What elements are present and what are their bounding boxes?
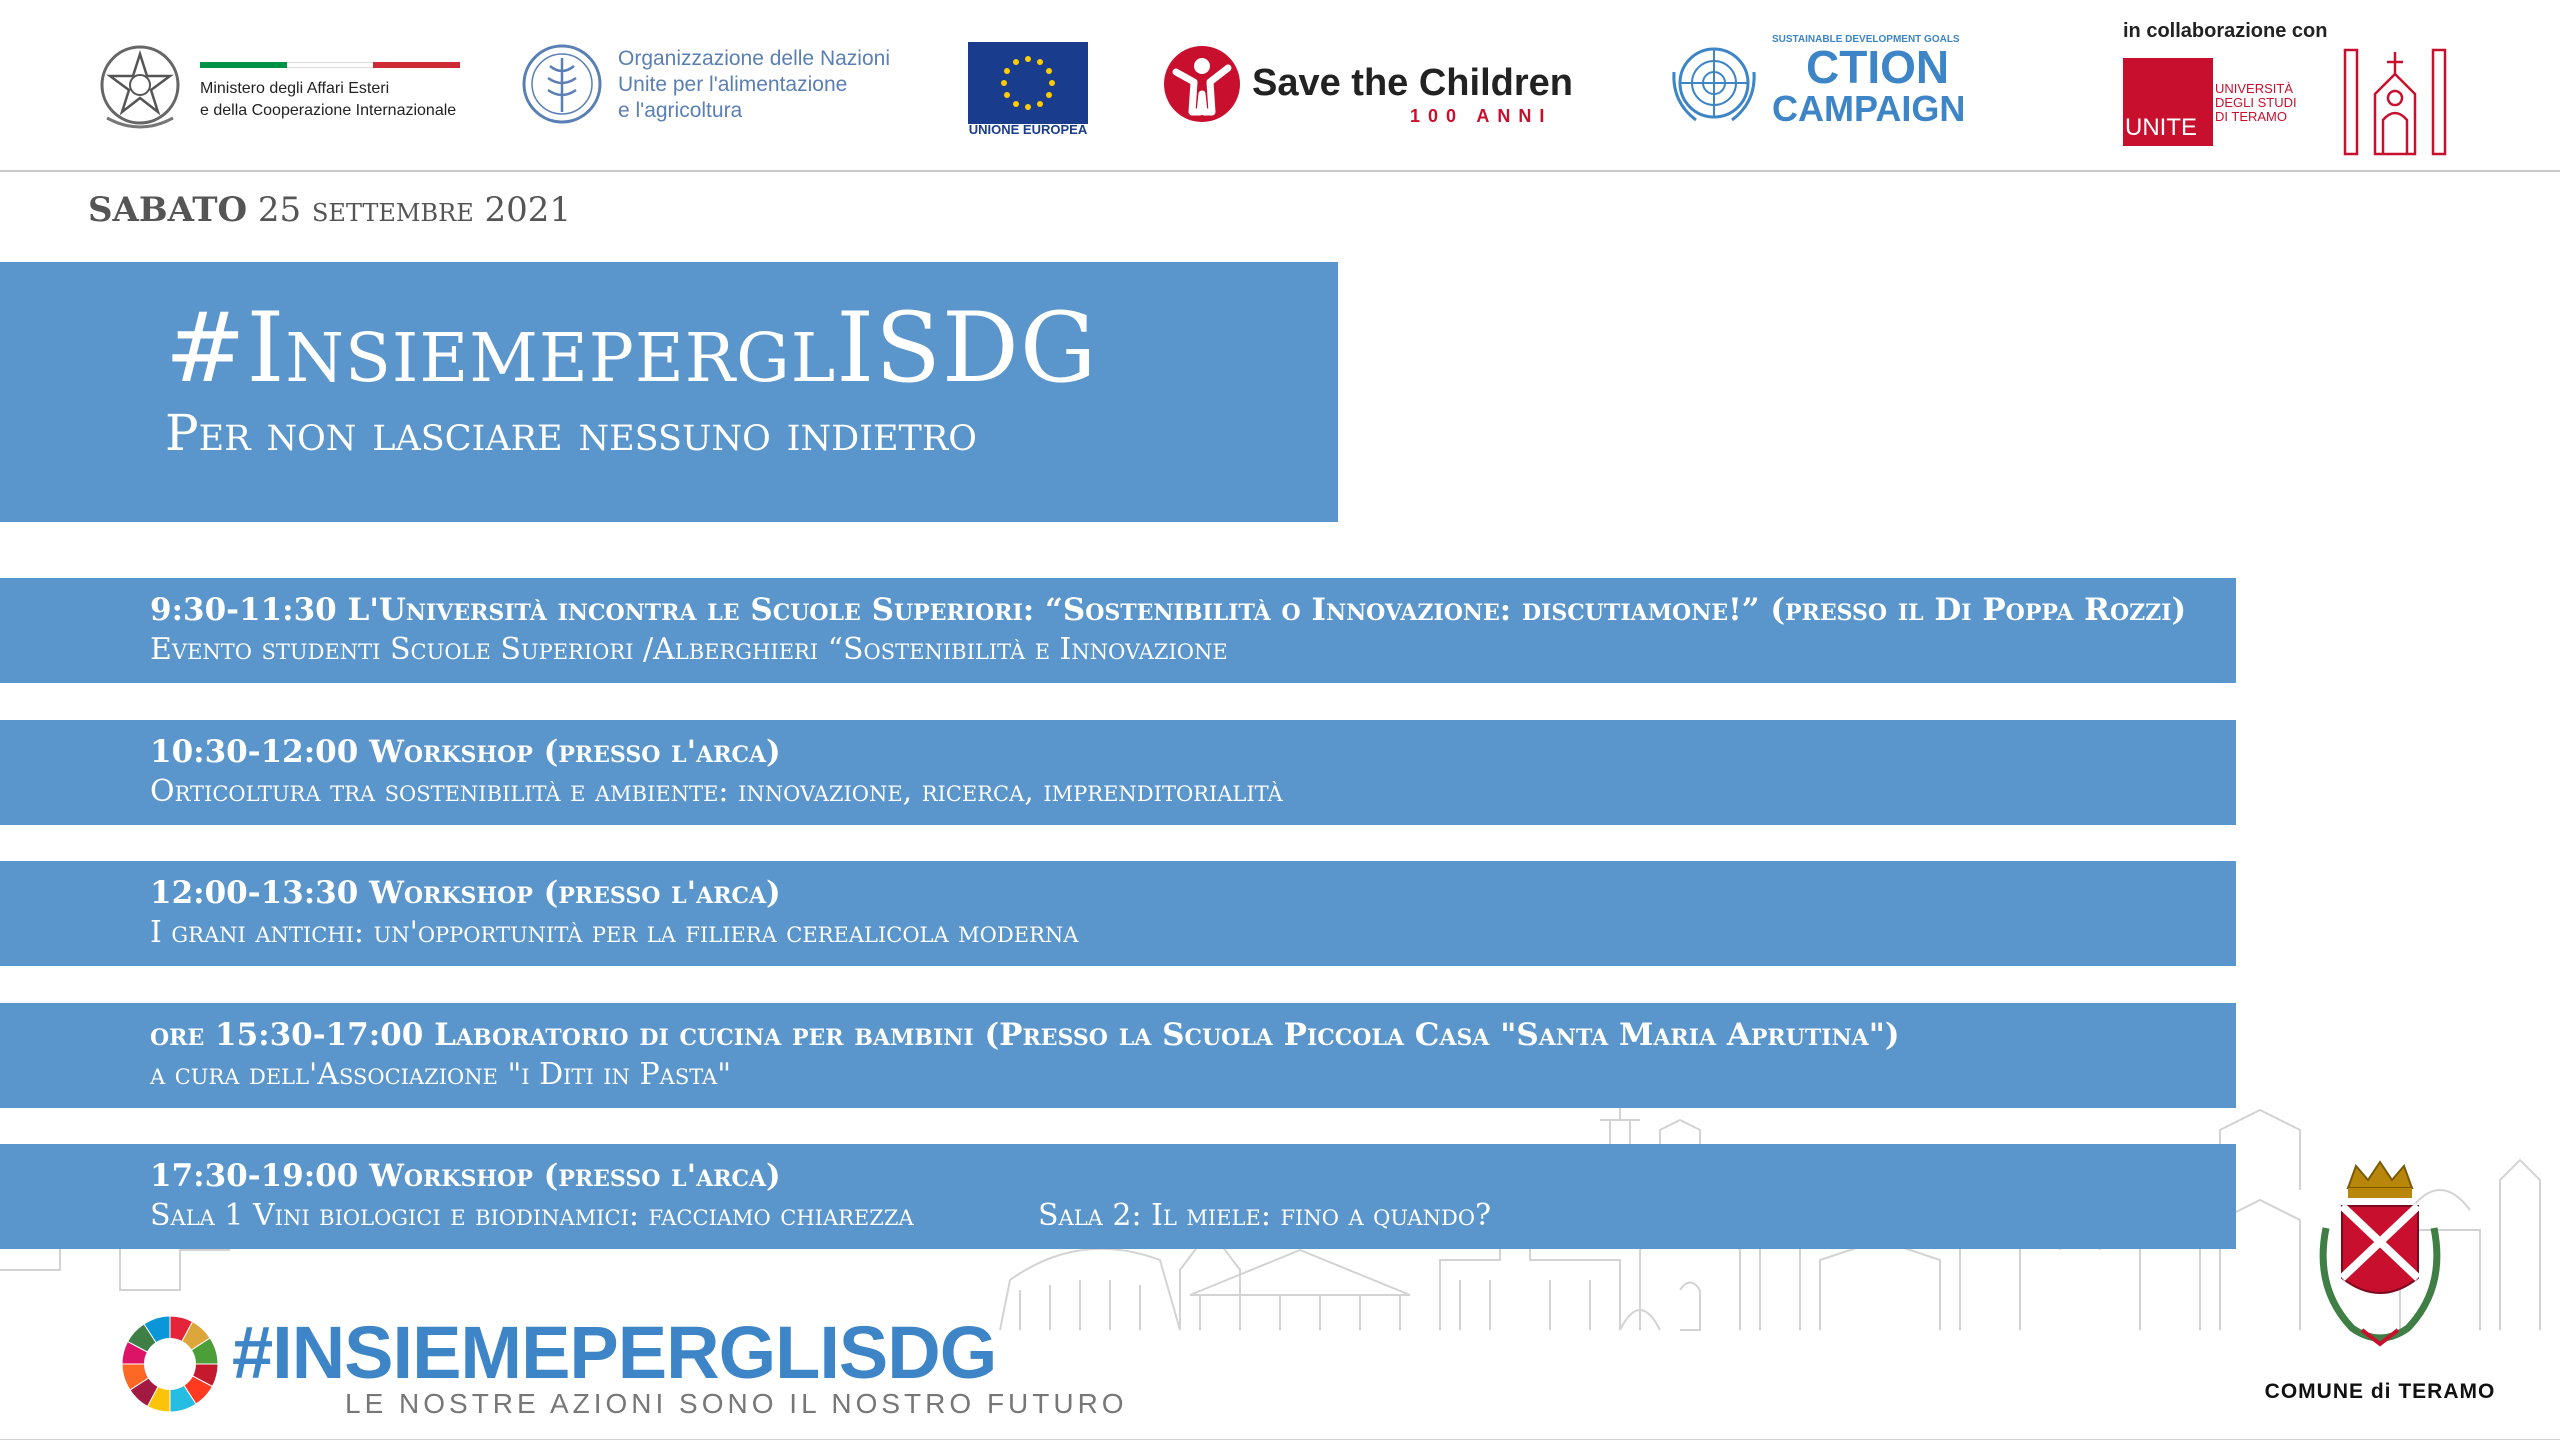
eu-flag-icon <box>968 42 1088 124</box>
partner-logos-header <box>0 0 2560 172</box>
fao-logo-icon <box>520 42 604 126</box>
event-title: 10:30-12:00 Workshop (presso l'arca) <box>150 734 781 770</box>
ministry-name <box>200 78 456 122</box>
save-the-children-name: Save the Children <box>1252 62 1573 104</box>
fao-line: Unite per l'alimentazione <box>618 73 848 96</box>
event-title: ore 15:30-17:00 Laboratorio di cucina per bambini (Presso la Scuola Piccola Casa "Santa Maria Aprutina") <box>150 1017 1900 1053</box>
sdg-wheel-icon <box>118 1312 222 1416</box>
event-row <box>0 720 2236 825</box>
comune-label: COMUNE di TERAMO <box>2264 1380 2496 1403</box>
event-date <box>88 190 571 230</box>
eu-label: UNIONE EUROPEA <box>968 122 1088 137</box>
page-subtitle: Per non lasciare nessuno indietro <box>165 404 977 462</box>
diocese-cathedral-icon <box>2335 44 2455 160</box>
event-row <box>0 578 2236 683</box>
italian-flag-bar <box>200 62 460 68</box>
footer-tagline: LE NOSTRE AZIONI SONO IL NOSTRO FUTURO <box>345 1388 1128 1419</box>
footer-hashtag: #INSIEMEPERGLISDG <box>232 1311 997 1394</box>
event-description: I grani antichi: un'opportunità per la filiera cerealicola moderna <box>150 915 1079 950</box>
event-description: a cura dell'Associazione "i Diti in Pasta" <box>150 1057 732 1092</box>
event-row <box>0 1144 2236 1249</box>
unite-label: UNITE <box>2125 114 2197 141</box>
event-description-secondary: Sala 2: Il miele: fino a quando? <box>1038 1198 1492 1233</box>
collaboration-label: in collaborazione con <box>2123 20 2328 42</box>
ministry-line: e della Cooperazione Internazionale <box>200 102 457 119</box>
save-the-children-logo-icon <box>1162 42 1242 126</box>
save-the-children-years: 100 ANNI <box>1410 106 1553 126</box>
teramo-crest-icon <box>2312 1158 2448 1358</box>
action-campaign-action: CTION <box>1806 41 1950 93</box>
event-day: SABATO <box>88 190 248 230</box>
fao-line: Organizzazione delle Nazioni <box>618 47 890 70</box>
event-description: Evento studenti Scuole Superiori /Alberghieri “Sostenibilità e Innovazione <box>150 632 1228 667</box>
event-description: Orticoltura tra sostenibilità e ambiente: innovazione, ricerca, imprenditorialità <box>150 774 1283 809</box>
event-date-text: 25 settembre 2021 <box>257 190 572 230</box>
event-description: Sala 1 Vini biologici e biodinamici: facciamo chiarezza <box>150 1198 914 1233</box>
event-row <box>0 861 2236 966</box>
event-title: 17:30-19:00 Workshop (presso l'arca) <box>150 1158 781 1194</box>
event-title: 9:30-11:30 L'Università incontra le Scuole Superiori: “Sostenibilità o Innovazione: discutiamone!” (presso il Di Poppa Rozzi) <box>150 592 2187 628</box>
university-line: DI TERAMO <box>2215 109 2287 124</box>
ministry-line: Ministero degli Affari Esteri <box>200 80 390 97</box>
university-name <box>2215 82 2297 124</box>
event-title: 12:00-13:30 Workshop (presso l'arca) <box>150 875 781 911</box>
university-line: UNIVERSITÀ <box>2215 81 2294 96</box>
university-line: DEGLI STUDI <box>2215 95 2297 110</box>
sdg-small-label: SUSTAINABLE DEVELOPMENT GOALS <box>1772 34 1960 45</box>
page-title: #InsiemeperglISDG <box>165 292 1098 404</box>
un-emblem-icon <box>1668 42 1760 124</box>
italian-republic-emblem-icon <box>95 40 185 135</box>
crest-text: TERAMUM <box>2377 1358 2383 1359</box>
fao-name <box>618 46 890 124</box>
event-row <box>0 1003 2236 1108</box>
action-campaign-campaign: CAMPAIGN <box>1772 88 1966 129</box>
fao-line: e l'agricoltura <box>618 99 743 122</box>
